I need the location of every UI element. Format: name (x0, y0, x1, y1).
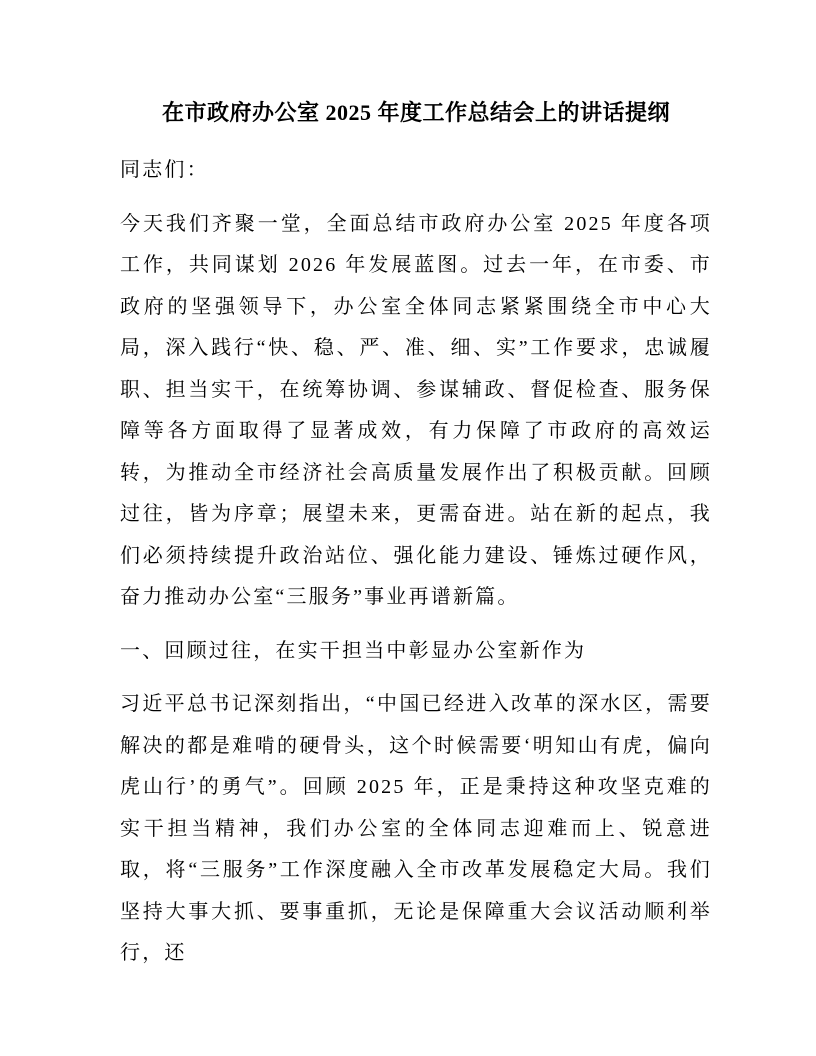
salutation: 同志们： (120, 159, 209, 181)
intro-paragraph: 今天我们齐聚一堂，全面总结市政府办公室 2025 年度各项工作，共同谋划 2026 年发展蓝图。过去一年，在市委、市政府的坚强领导下，办公室全体同志紧紧围绕全市中心大局，深入践行“快、稳、严、准、细、实”工作要求，忠诚履职、担当实干，在统筹协调、参谋辅政、督促检查、服务保障等各方面取得了显著成效，有力保障了市政府的高效运转，为推动全市经济社会高质量发展作出了积极贡献。回顾过往，皆为序章；展望未来，更需奋进。站在新的起点，我们必须持续提升政治站位、强化能力建设、锤炼过硬作风，奋力推动办公室“三服务”事业再谱新篇。 (120, 212, 712, 608)
section-1-paragraph: 习近平总书记深刻指出，“中国已经进入改革的深水区，需要解决的都是难啃的硬骨头，这个时候需要‘明知山有虎，偏向虎山行’的勇气”。回顾 2025 年，正是秉持这种攻坚克难的实干担当精神，我们办公室的全体同志迎难而上、锐意进取，将“三服务”工作深度融入全市改革发展稳定大局。我们坚持大事大抓、要事重抓，无论是保障重大会议活动顺利举行，还 (120, 693, 712, 964)
document-title: 在市政府办公室 2025 年度工作总结会上的讲话提纲 (161, 100, 670, 125)
section-1-heading: 一、回顾过往，在实干担当中彰显办公室新作为 (120, 639, 587, 662)
